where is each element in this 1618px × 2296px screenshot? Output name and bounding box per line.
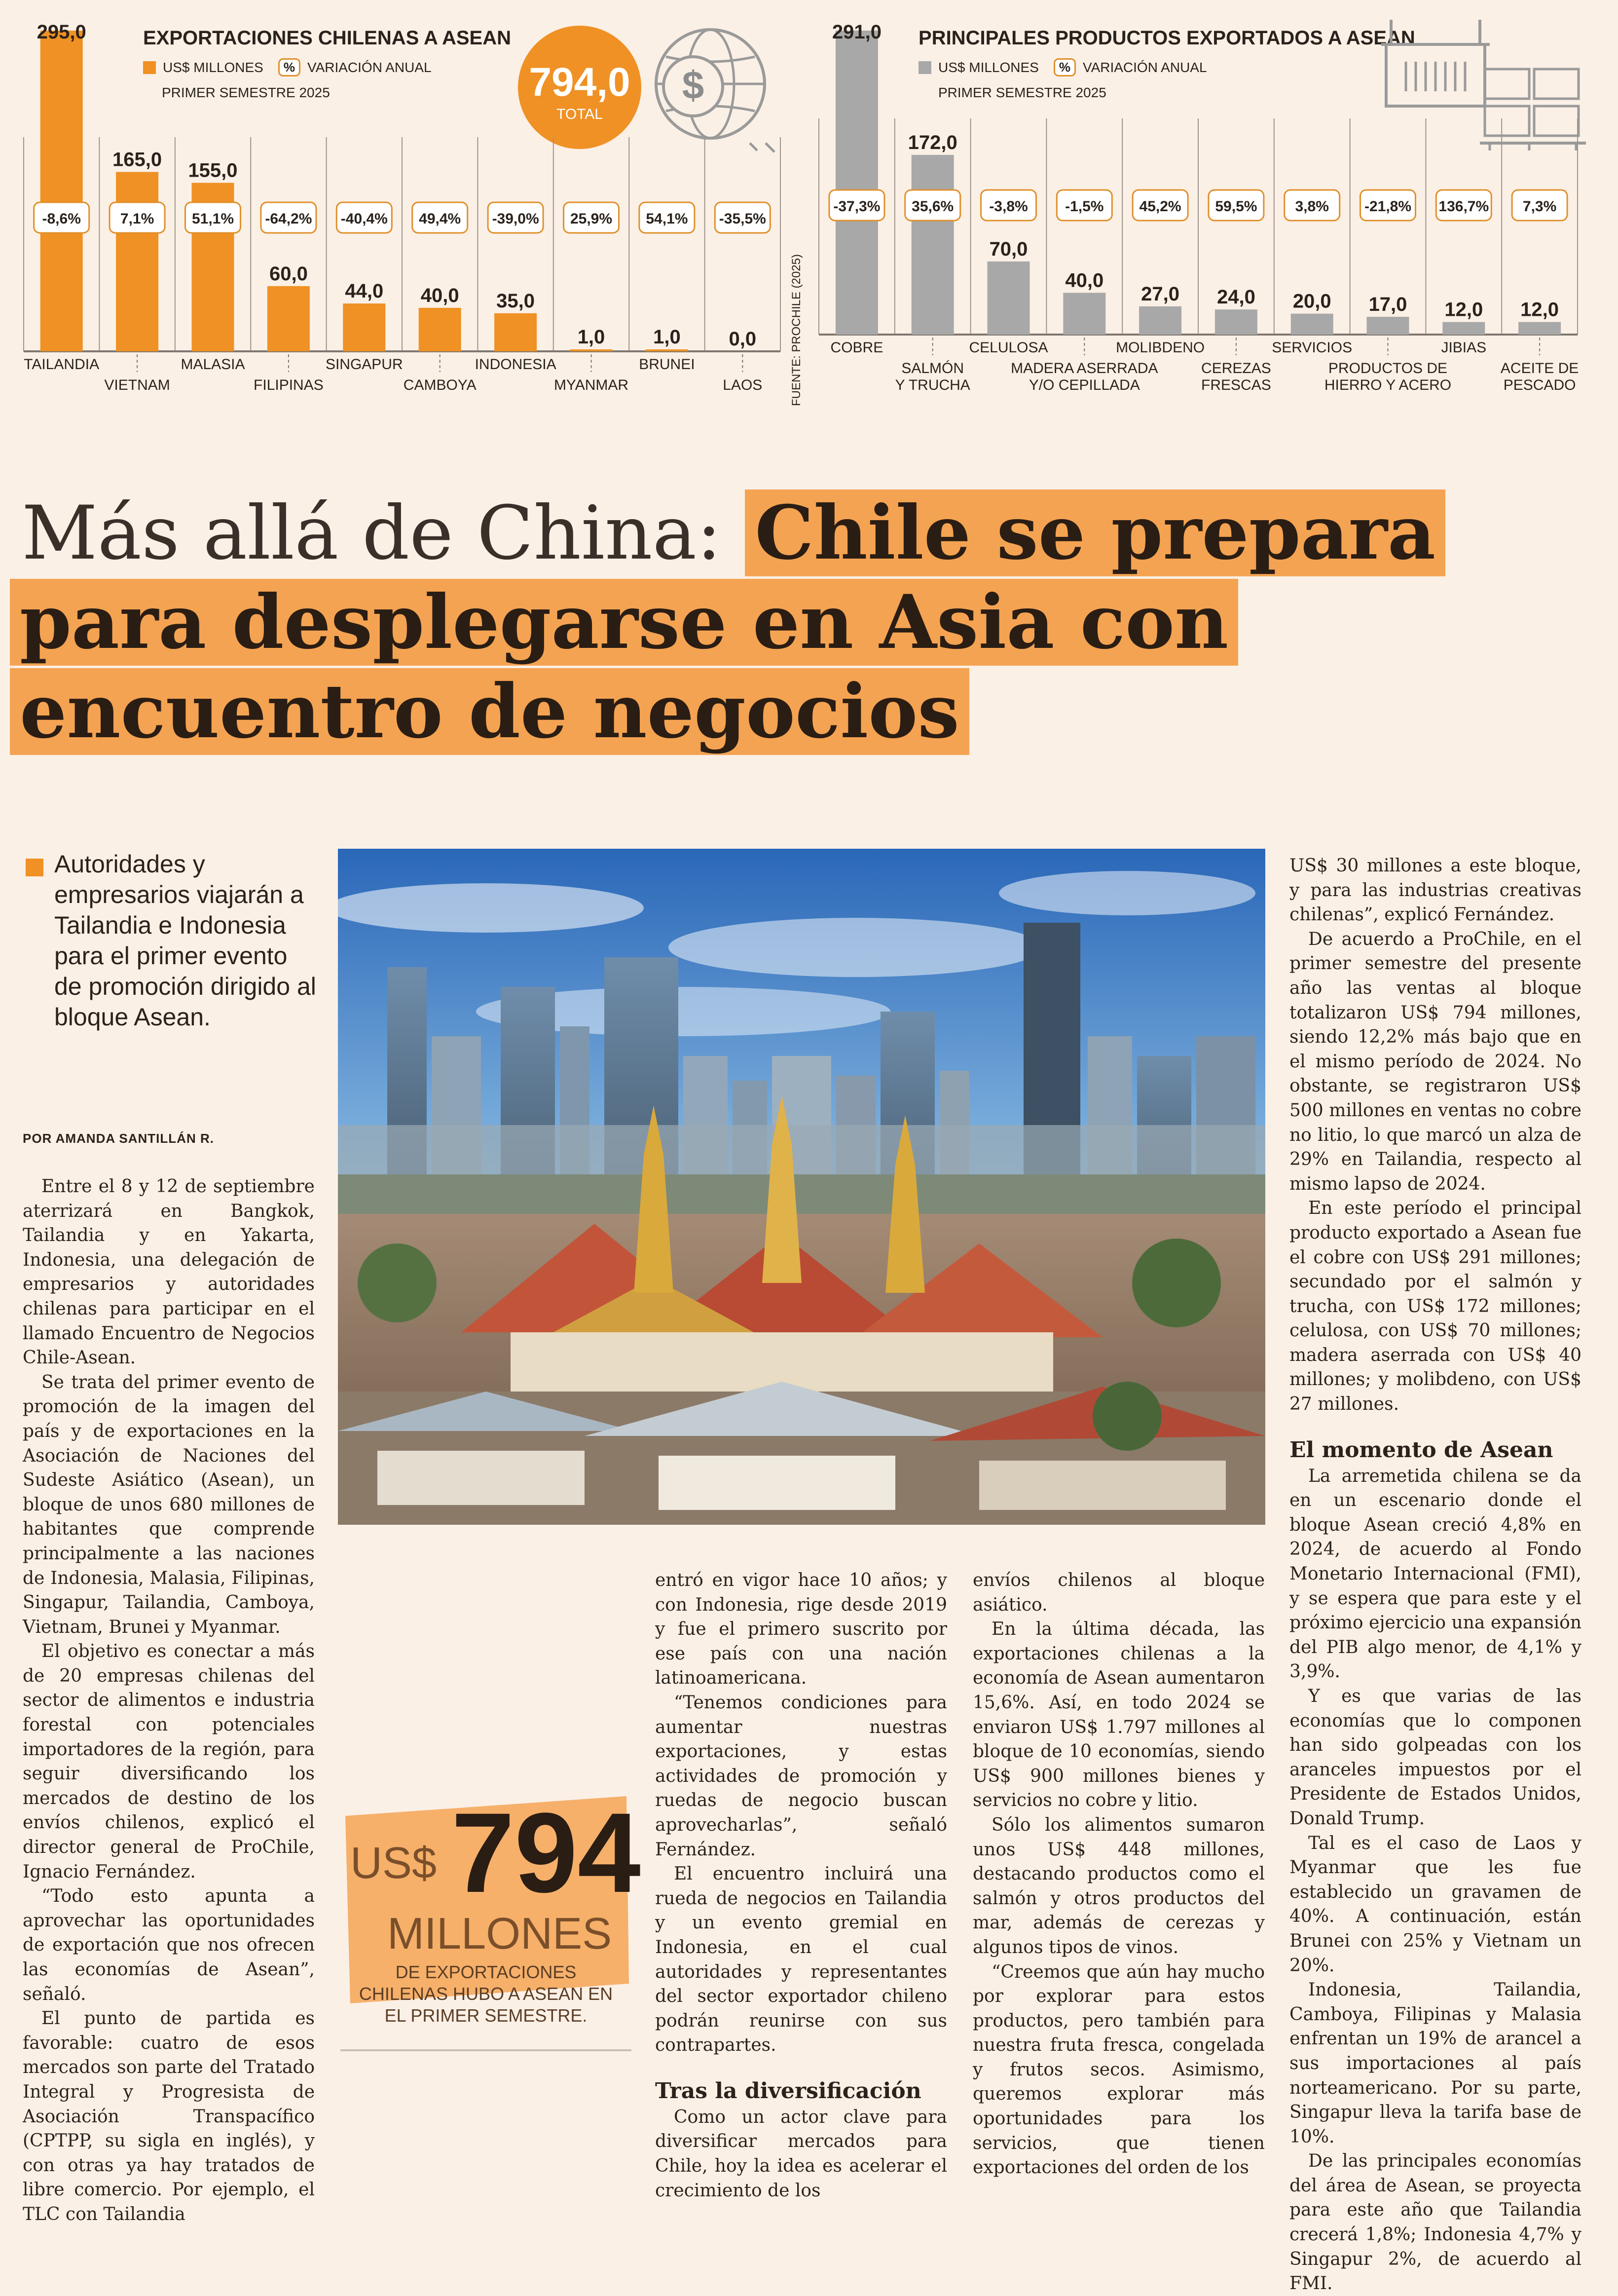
bar	[343, 303, 385, 351]
bar	[1139, 306, 1181, 335]
headline-line-2-text: para desplegarse en Asia con	[10, 579, 1238, 666]
category-label: PRODUCTOS DE	[1328, 360, 1448, 376]
bar	[836, 31, 878, 335]
paragraph: Tal es el caso de Laos y Myanmar que les fue establecido un gravamen de 40%. A continuación, están Brunei con 25% y Vietnam un 20%.	[1289, 1833, 1581, 1976]
svg-text:$: $	[682, 63, 704, 107]
paragraph: envíos chilenos al bloque asiático.	[973, 1570, 1265, 1615]
bangkok-photo-illustration	[338, 849, 1265, 1525]
article-column-3	[973, 1568, 1265, 2180]
variation-label: 7,3%	[1522, 198, 1557, 215]
bar	[267, 286, 310, 351]
data-label: 70,0	[989, 238, 1028, 260]
category-label: CAMBOYA	[403, 377, 477, 393]
data-label: 291,0	[832, 21, 882, 43]
paragraph: Se trata del primer evento de promoción de la imagen del país y de exportaciones en la Asociación de Naciones del Sudeste Asiático (Asean), un bloque de unos 680 millones de habitantes que comprende principalmente a las naciones de Indonesia, Malasia, Filipinas, Singapur, Tailandia, Camboya, Vietnam, Brunei y Myanmar.	[23, 1372, 315, 1637]
paragraph: Y es que varias de las economías que lo componen han sido golpeadas con los aranceles impuestos por el Presidente de Estados Unidos, Donald Trump.	[1289, 1686, 1581, 1829]
variation-label: -3,8%	[989, 198, 1028, 215]
category-label: PESCADO	[1503, 377, 1576, 393]
paragraph: Entre el 8 y 12 de septiembre aterrizará en Bangkok, Tailandia y en Yakarta, Indonesia, una delegación de empresarios y autoridades chilenas para participar en el llamado Encuentro de Negocios Chile-Asean.	[23, 1176, 315, 1368]
paragraph: Como un actor clave para diversificar mercados para Chile, hoy la idea es acelerar el crecimiento de los	[655, 2107, 947, 2201]
bar	[419, 308, 461, 351]
category-label: MADERA ASERRADA	[1011, 360, 1158, 376]
chart-right-title: PRINCIPALES PRODUCTOS EXPORTADOS A ASEAN	[919, 27, 1415, 49]
chart-left-title: EXPORTACIONES CHILENAS A ASEAN	[143, 27, 511, 49]
lead-bullet	[26, 859, 43, 876]
legend-pct-label: VARIACIÓN ANUAL	[307, 59, 432, 75]
paragraph: En la última década, las exportaciones chilenas a la economía de Asean aumentaron 15,6%. Así, en todo 2024 se enviaron US$ 1.797 millones al bloque de 10 economías, siendo US$ 900 millones bienes y servicios no cobre y litio.	[973, 1619, 1265, 1811]
legend-pct-box: %	[278, 58, 300, 76]
paragraph: En este período el principal producto exportado a Asean fue el cobre con US$ 291 millones; secundado por el salmón y trucha, con US$ 172 millones; celulosa, con US$ 70 millones; madera aserrada con US$ 40 millones; y molibdeno, con US$ 27 millones.	[1289, 1198, 1581, 1415]
legend-pct-box: %	[1054, 58, 1076, 76]
category-label: MOLIBDENO	[1116, 339, 1205, 356]
paragraph: US$ 30 millones a este bloque, y para las industrias creativas chilenas”, explicó Fernández.	[1289, 856, 1581, 925]
headline	[22, 489, 1445, 756]
category-label: FRESCAS	[1201, 377, 1271, 393]
headline-line-3-text: encuentro de negocios	[10, 668, 969, 755]
data-label: 12,0	[1444, 299, 1483, 321]
variation-label: -40,4%	[340, 211, 388, 227]
bar	[646, 349, 688, 351]
legend-value-label: US$ MILLONES	[163, 59, 263, 75]
variation-label: 7,1%	[120, 211, 154, 227]
callout-number: 794	[451, 1789, 641, 1916]
data-label: 20,0	[1292, 290, 1331, 312]
category-label: VIETNAM	[104, 377, 170, 393]
variation-label: 136,7%	[1438, 198, 1489, 215]
bar	[40, 31, 83, 351]
paragraph: De acuerdo a ProChile, en el primer semestre del presente año las ventas al bloque totalizaron US$ 794 millones, siendo 12,2% más bajo que en el mismo período de 2024. No obstante, se registraron US$ 500 millones en ventas no cobre no litio, lo que marcó un alza de 29% en Tailandia, respecto al mismo lapso de 2024.	[1289, 929, 1581, 1194]
paragraph: De las principales economías del área de Asean, se proyecta para este año que Tailandia crecerá 1,8%; Indonesia 4,7% y Singapur 2%, de acuerdo al FMI.	[1289, 2151, 1581, 2294]
bar	[1063, 293, 1105, 335]
bar	[1442, 322, 1485, 335]
data-label: 12,0	[1520, 299, 1559, 321]
category-label: BRUNEI	[639, 356, 695, 373]
bangkok-skyline-photo	[338, 849, 1265, 1525]
bar	[116, 172, 158, 351]
subhead-diversificacion: Tras la diversificación	[655, 2078, 921, 2104]
variation-label: -21,8%	[1364, 198, 1412, 215]
stat-callout	[340, 1789, 641, 2053]
variation-label: -35,5%	[719, 211, 766, 227]
category-label: CEREZAS	[1201, 360, 1271, 376]
data-label: 44,0	[345, 280, 384, 302]
data-label: 27,0	[1141, 283, 1180, 305]
category-label: FILIPINAS	[254, 377, 324, 393]
variation-label: 54,1%	[646, 211, 688, 227]
data-label: 17,0	[1368, 294, 1407, 316]
data-label: 0,0	[729, 328, 757, 350]
bar	[570, 349, 613, 351]
category-label: MYANMAR	[553, 377, 629, 393]
category-label: Y/O CEPILLADA	[1029, 377, 1140, 393]
data-label: 155,0	[188, 159, 238, 182]
paragraph: El objetivo es conectar a más de 20 empresas chilenas del sector de alimentos e industria forestal con potenciales importadores de la región, para seguir diversificando los mercados de destino de los envíos chilenos, explicó el director general de ProChile, Ignacio Fernández.	[23, 1641, 315, 1882]
headline-line-1	[22, 489, 1445, 578]
data-label: 172,0	[908, 131, 957, 153]
chart-exports-by-product	[789, 0, 1618, 405]
total-value: 794,0	[529, 60, 630, 105]
callout-currency: US$	[350, 1839, 437, 1888]
bar	[1367, 317, 1409, 335]
data-label: 295,0	[37, 21, 86, 43]
data-label: 165,0	[112, 149, 162, 171]
bar	[1518, 322, 1561, 335]
data-label: 40,0	[420, 284, 459, 306]
category-label: HIERRO Y ACERO	[1324, 377, 1452, 393]
data-label: 60,0	[269, 263, 308, 285]
bar	[494, 313, 537, 351]
variation-label: -37,3%	[833, 198, 881, 215]
bar	[912, 155, 954, 335]
bar	[1291, 314, 1333, 335]
data-label: 35,0	[496, 290, 535, 312]
callout-unit: MILLONES	[387, 1909, 612, 1958]
category-label: CELULOSA	[969, 339, 1048, 356]
article-column-4	[1289, 854, 1581, 2296]
byline: POR AMANDA SANTILLÁN R.	[23, 1131, 214, 1146]
total-label: TOTAL	[556, 106, 603, 122]
article-column-2	[655, 1568, 947, 2203]
variation-label: 35,6%	[912, 198, 954, 215]
chart-right-period: PRIMER SEMESTRE 2025	[938, 85, 1106, 100]
legend-value-label: US$ MILLONES	[938, 59, 1039, 75]
data-label: 1,0	[653, 326, 681, 348]
variation-label: -1,5%	[1065, 198, 1104, 215]
category-label: SERVICIOS	[1272, 339, 1353, 356]
variation-label: -39,0%	[492, 211, 539, 227]
chart-right-plot	[789, 0, 1618, 405]
bar	[988, 262, 1030, 335]
category-label: Y TRUCHA	[895, 377, 970, 393]
lead-text: Autoridades y empresarios viajarán a Tailandia e Indonesia para el primer evento de promoción dirigido al bloque Asean.	[54, 850, 316, 1031]
article-column-1	[23, 1174, 315, 2227]
paragraph: “Todo esto apunta a aprovechar las oportunidades de exportación que nos ofrecen las economías de Asean”, señaló.	[23, 1886, 315, 2004]
variation-label: 51,1%	[191, 211, 234, 227]
chart-left-plot	[0, 0, 799, 405]
data-label: 24,0	[1216, 286, 1255, 308]
chart-exports-by-country	[0, 0, 799, 405]
data-label: 40,0	[1065, 269, 1104, 292]
category-label: SINGAPUR	[325, 356, 403, 373]
headline-part-2: Chile se prepara	[745, 489, 1445, 576]
paragraph: El punto de partida es favorable: cuatro de esos mercados son parte del Tratado Integral y Progresista de Asociación Transpacífico (CPTPP, su sigla en inglés), y con otras ya hay tratados de libre comercio. Por ejemplo, el TLC con Tailandia	[23, 2008, 315, 2224]
category-label: SALMÓN	[901, 360, 964, 376]
category-label: COBRE	[830, 339, 883, 356]
paragraph: “Tenemos condiciones para aumentar nuestras exportaciones, y estas actividades de promoción y ruedas de negocio buscan aprovecharlas”, señaló Fernández.	[655, 1692, 947, 1860]
headline-line-3	[10, 667, 1445, 756]
category-label: LAOS	[723, 377, 763, 393]
headline-part-1: Más allá de China:	[22, 490, 722, 576]
category-label: INDONESIA	[475, 356, 556, 373]
data-label: 1,0	[577, 326, 605, 348]
bar	[1215, 309, 1257, 335]
variation-label: 3,8%	[1295, 198, 1329, 215]
chart-left-period: PRIMER SEMESTRE 2025	[162, 85, 330, 100]
paragraph: Indonesia, Tailandia, Camboya, Filipinas y Malasia enfrentan un 19% de arancel a sus importaciones al país norteamericano. Por su parte, Singapur lleva la tarifa base de 10%.	[1289, 1980, 1581, 2147]
paragraph: El encuentro incluirá una rueda de negocios en Tailandia y un evento gremial en Indonesia, en el cual autoridades y representantes del sector exportador chileno podrán reunirse con sus contrapartes.	[655, 1864, 947, 2056]
paragraph: Sólo los alimentos sumaron unos US$ 448 millones, destacando productos como el salmón y otros productos del mar, además de cerezas y algunos tipos de vinos.	[973, 1814, 1265, 1957]
variation-label: 49,4%	[419, 211, 461, 227]
variation-label: 59,5%	[1215, 198, 1257, 215]
paragraph: La arremetida chilena se da en un escenario donde el bloque Asean creció 4,8% en 2024, de acuerdo al Fondo Monetario Internacional (FMI), y se espera que para este y el próximo ejercicio una expansión del PIB algo menor, de 4,1% y 3,9%.	[1289, 1466, 1581, 1682]
legend-pct-label: VARIACIÓN ANUAL	[1082, 59, 1207, 75]
subhead-momento-asean: El momento de Asean	[1289, 1437, 1553, 1463]
variation-label: -64,2%	[265, 211, 312, 227]
variation-label: 45,2%	[1139, 198, 1181, 215]
paragraph: entró en vigor hace 10 años; y con Indonesia, rige desde 2019 y fue el primero suscrito por ese país con una nación latinoamericana.	[655, 1570, 947, 1689]
variation-label: -8,6%	[42, 211, 81, 227]
category-label: ACEITE DE	[1500, 360, 1579, 376]
category-label: MALASIA	[181, 356, 245, 373]
chart-source: FUENTE: PROCHILE (2025)	[790, 254, 803, 407]
category-label: TAILANDIA	[24, 356, 100, 373]
paragraph: “Creemos que aún hay mucho por explorar para estos productos, pero también para nuestra fruta fresca, congelada y frutos secos. Asimismo, queremos explorar más oportunidades para los servicios, que tienen exportaciones del orden de los	[973, 1961, 1265, 2178]
callout-text: DE EXPORTACIONES CHILENAS HUBO A ASEAN EN EL PRIMER SEMESTRE.	[359, 1962, 613, 2026]
variation-label: 25,9%	[570, 211, 613, 227]
headline-line-2	[10, 578, 1445, 667]
category-label: JIBIAS	[1441, 339, 1487, 356]
